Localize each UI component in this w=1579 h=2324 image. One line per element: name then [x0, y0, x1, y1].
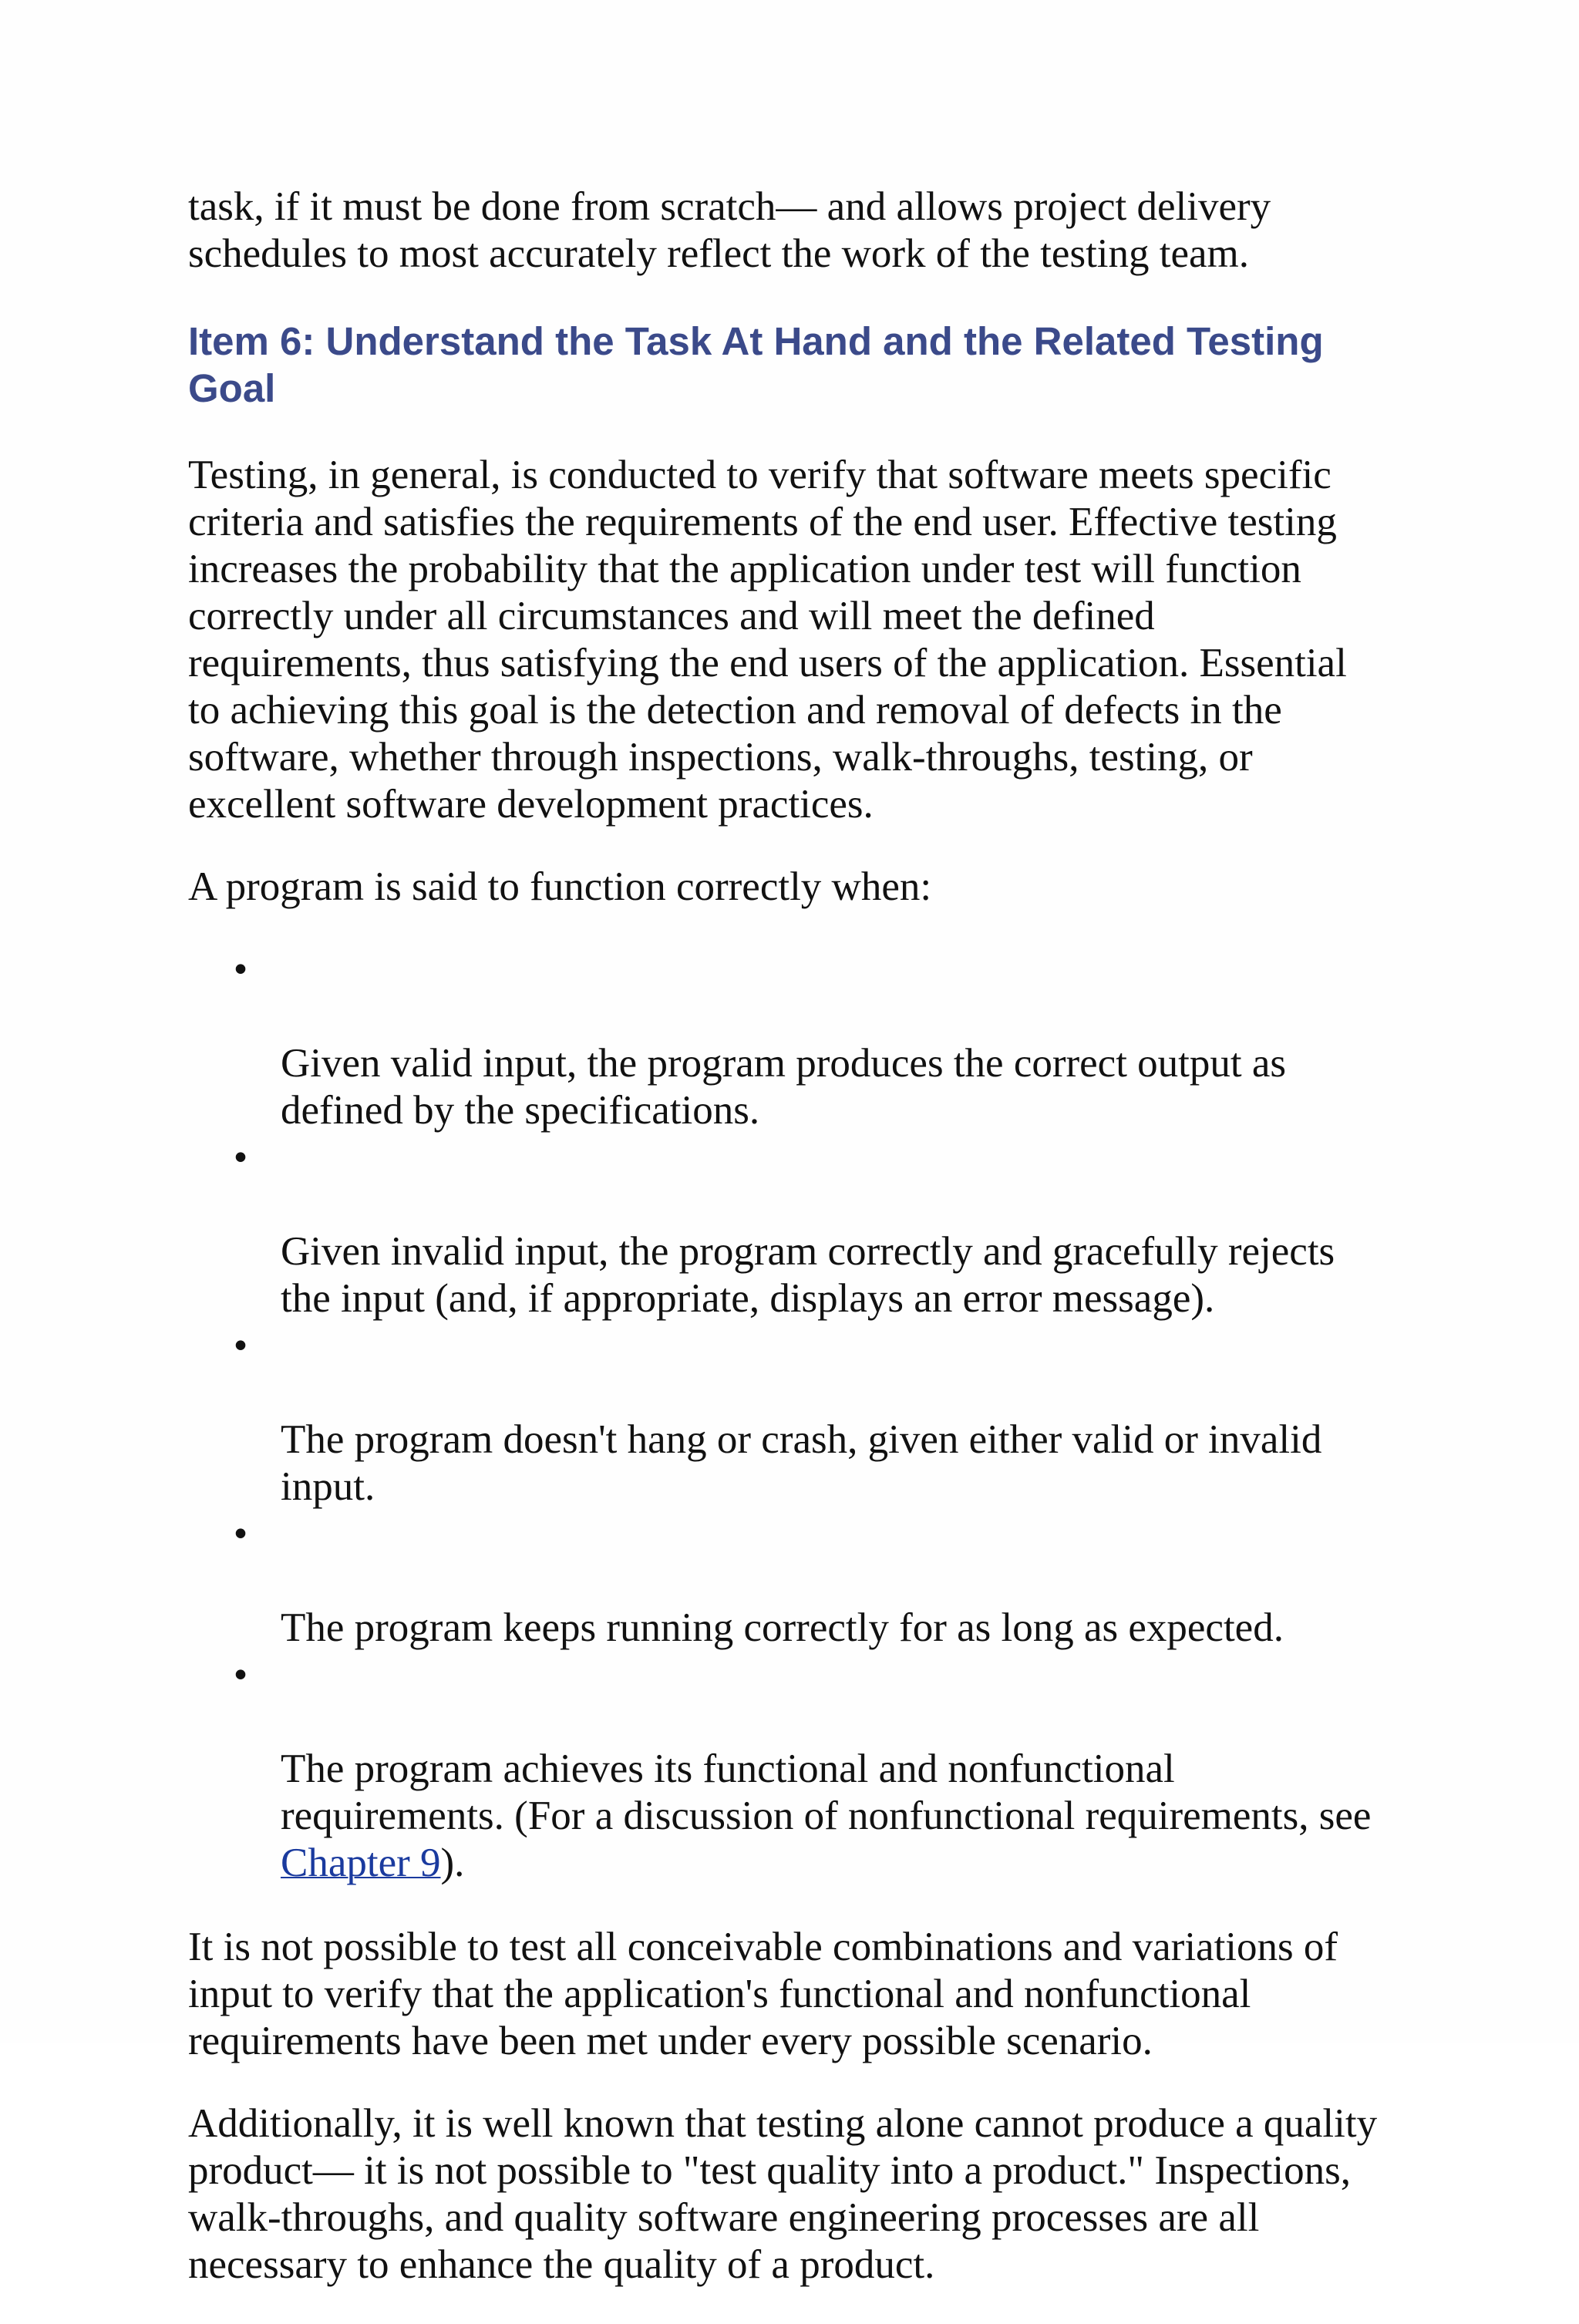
list-item [188, 1322, 1406, 1511]
list-item-text: Given invalid input, the program correctly and gracefully rejects the input (and, if appropriate, displays an error message). [281, 1229, 1335, 1321]
list-item [188, 1511, 1406, 1652]
list-item-text: The program doesn't hang or crash, given either valid or invalid input. [281, 1417, 1322, 1509]
bullet-icon: • [233, 1652, 248, 1697]
bullet-icon: • [233, 1135, 248, 1180]
list-item-text-suffix: ). [440, 1841, 465, 1885]
chapter-9-link[interactable]: Chapter 9 [281, 1841, 441, 1885]
bullet-icon: • [233, 947, 248, 992]
intro-paragraph: task, if it must be done from scratch— and allows project delivery schedules to most accurately reflect the work of the testing team. [188, 184, 1271, 276]
section-heading: Item 6: Understand the Task At Hand and the Related Testing Goal [188, 319, 1324, 410]
list-item [188, 1134, 1406, 1322]
function-correctly-paragraph: A program is said to function correctly when: [188, 864, 932, 909]
testing-paragraph: Testing, in general, is conducted to verify that software meets specific criteria and satisfies the requirements of the end user. Effective testing increases the probability that the application under test will function correctly under all circumstances and will meet the defined requirements, thus satisfying the end users of the application. Essential to achieving this goal is the detection and removal of defects in the software, whether through inspections, walk-throughs, testing, or excellent software development practices. [188, 453, 1347, 827]
not-possible-paragraph: It is not possible to test all conceivable combinations and variations of input to verify that the application's functional and nonfunctional requirements have been met under every possible scenario. [188, 1925, 1338, 2063]
additionally-paragraph: Additionally, it is well known that testing alone cannot produce a quality product— it is not possible to "test quality into a product." Inspections, walk-throughs, and quality software engineering processes are all necessary to enhance the quality of a product. [188, 2101, 1378, 2287]
bullet-icon: • [233, 1323, 248, 1368]
bullet-icon: • [233, 1511, 248, 1556]
page-content [188, 184, 1406, 2324]
list-item-text: The program keeps running correctly for as long as expected. [281, 1605, 1284, 1650]
list-item-text: Given valid input, the program produces the correct output as defined by the specifications. [281, 1041, 1287, 1133]
list-item [188, 946, 1406, 1134]
list-item-text: The program achieves its functional and nonfunctional requirements. (For a discussion of nonfunctional requirements, see [281, 1746, 1372, 1838]
list-item [188, 1652, 1406, 1887]
criteria-list [188, 946, 1406, 1887]
